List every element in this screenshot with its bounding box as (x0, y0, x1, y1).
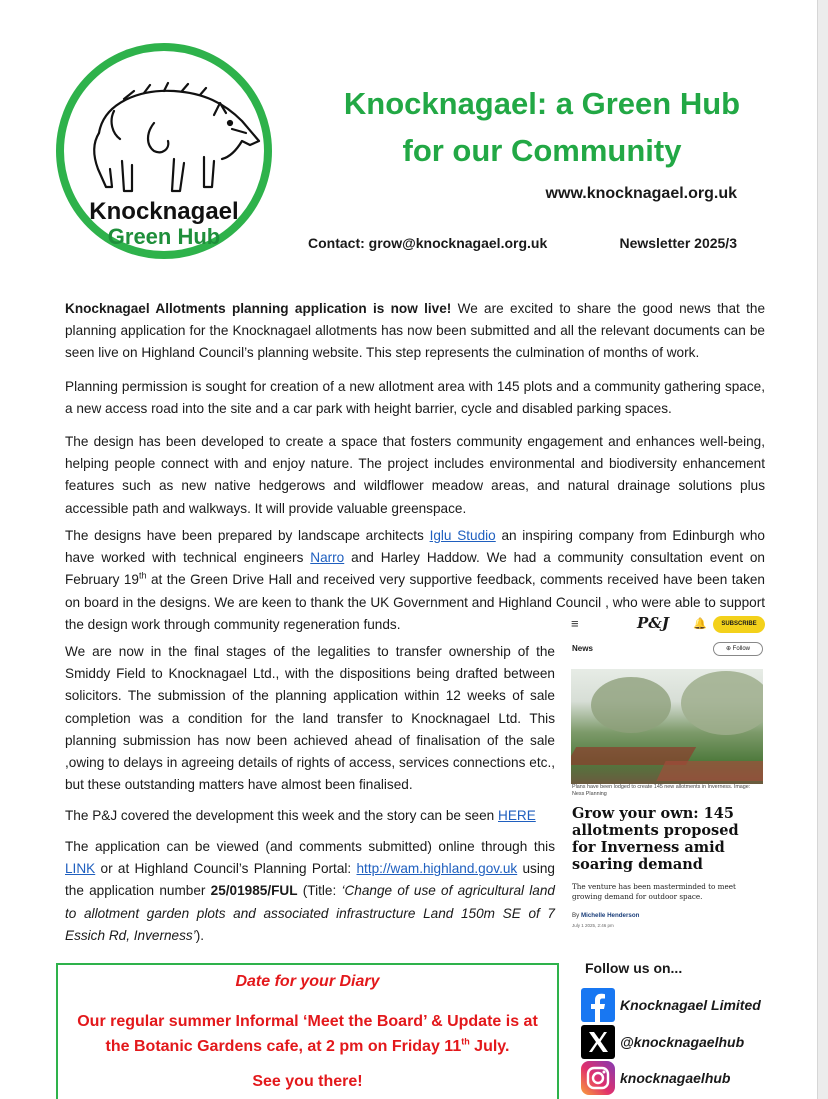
news-topbar (567, 612, 767, 636)
paragraph-application: The application can be viewed (and comments submitted) online through this LINK or at Highland Council’s Planning Portal: http://wam.highland.gov.uk using the application number 25/01985/FUL (Title: ‘Change of use of agricultural land to allotment garden plots and associated infrastructure Land 150m SE of 7 Essich Rd, Inverness’). (65, 839, 555, 943)
paragraph-allotments-live (65, 298, 765, 365)
instagram-link[interactable] (581, 1061, 821, 1095)
lead-bold: Knocknagael Allotments planning application is now live! (65, 301, 452, 316)
x-handle[interactable]: @knocknagaelhub (620, 1034, 745, 1050)
paragraph-design: The design has been developed to create a space that fosters community engagement and enhances well-being, helping people connect with and enjoy nature. The project includes environmental and biodiversity enhancement features such as new native hedgerows and wildflower meadow areas, and natural drainage solutions plus accessible path and walkways. It will provide valuable greenspace. (65, 434, 765, 516)
link-narro[interactable]: Narro (310, 550, 345, 566)
application-title: ‘Change of use of agricultural land to allotment garden plots and associated infrastructure Land 150m SE of 7 Essich Rd, Inverness’ (65, 883, 555, 943)
pj-masthead: P&J (637, 614, 669, 632)
title-line-2: for our Community (402, 133, 682, 168)
diary-details: Our regular summer Informal ‘Meet the Board’ & Update is at the Botanic Gardens cafe, at 2 pm on Friday 11th July. (77, 1013, 538, 1055)
facebook-handle[interactable]: Knocknagael Limited (620, 997, 761, 1013)
title-line-1: Knocknagael: a Green Hub (343, 86, 741, 121)
hamburger-icon[interactable]: ≡ (571, 616, 579, 631)
contact-email[interactable]: Contact: grow@knocknagael.org.uk (308, 235, 548, 251)
bell-icon[interactable]: 🔔 (693, 618, 707, 630)
lead-text: We are excited to share the good news that the planning application for the Knocknagael allotments has now been submitted and all the relevant documents can be seen live on Highland Council’s planning website. This step represents the culmination of months of work. (65, 301, 766, 361)
paragraph-legalities: We are now in the final stages of the legalities to transfer ownership of the Smiddy Field to Knocknagael Ltd., with the dispositions being drafted between solicitors. The submission of the planning application within 12 weeks of sale completion was a condition for the land transfer to Knocknagael Ltd. This planning submission has now been achieved ahead of finalisation of the sale ,owing to delays in agreeing details of rights of access, services connections etc., but these outstanding matters have almost been finalised. (65, 644, 555, 793)
news-byline: By Michelle Henderson (572, 912, 640, 919)
logo-text-line1: Knocknagael (89, 198, 239, 225)
instagram-handle[interactable]: knocknagaelhub (620, 1070, 731, 1086)
facebook-icon (581, 988, 615, 1022)
link-planning-portal[interactable]: http://wam.highland.gov.uk (356, 861, 518, 877)
news-headline[interactable]: Grow your own: 145 allotments proposed for Inverness amid soaring demand (572, 805, 739, 873)
follow-us-title: Follow us on... (585, 960, 683, 976)
application-number: 25/01985/FUL (210, 883, 298, 899)
diary-box (56, 963, 559, 1099)
newsletter-number: Newsletter 2025/3 (619, 235, 737, 251)
link-application[interactable]: LINK (65, 861, 96, 877)
knocknagael-logo (54, 41, 274, 261)
subscribe-button[interactable]: SUBSCRIBE (713, 616, 765, 633)
paragraph-designers: The designs have been prepared by landscape architects Iglu Studio an inspiring company from Edinburgh who have worked with technical engineers Narro and Harley Haddow. We had a community consultation event on February 19th at the Green Drive Hall and received very supportive feedback, comments received have been taken on board in the designs. We are keen to thank the UK Government and Highland Council , who were able to support the design work through community regeneration funds. (65, 528, 765, 632)
page-edge (817, 0, 828, 1099)
pj-news-card[interactable] (567, 612, 767, 938)
news-date: July 1 2025, 2:46 pm (572, 923, 614, 928)
image-caption: Plans have been lodged to create 145 new allotments in Inverness. Image: Ness Planning (572, 784, 751, 797)
website-link[interactable]: www.knocknagael.org.uk (545, 185, 737, 202)
paragraph-pj-coverage: The P&J covered the development this week and the story can be seen HERE (65, 808, 536, 823)
news-standfirst: The venture has been masterminded to meet growing demand for outdoor space. (572, 882, 736, 901)
x-icon (581, 1025, 615, 1059)
follow-button[interactable]: ⊕ Follow (713, 642, 763, 656)
link-iglu-studio[interactable]: Iglu Studio (429, 528, 496, 543)
diary-title: Date for your Diary (235, 973, 380, 990)
news-section-label: News (572, 644, 593, 653)
allotment-render-image (571, 669, 763, 784)
facebook-link[interactable] (581, 988, 821, 1022)
link-here[interactable]: HERE (498, 808, 536, 823)
newsletter-title (282, 80, 802, 174)
instagram-icon (581, 1061, 615, 1095)
paragraph-planning-permission: Planning permission is sought for creation of a new allotment area with 145 plots and a community gathering space, a new access road into the site and a car park with height barrier, cycle and disabled parking spaces. (65, 379, 765, 417)
x-link[interactable] (581, 1025, 821, 1059)
logo-text-line2: Green Hub (107, 224, 221, 249)
diary-closing: See you there! (252, 1073, 363, 1090)
